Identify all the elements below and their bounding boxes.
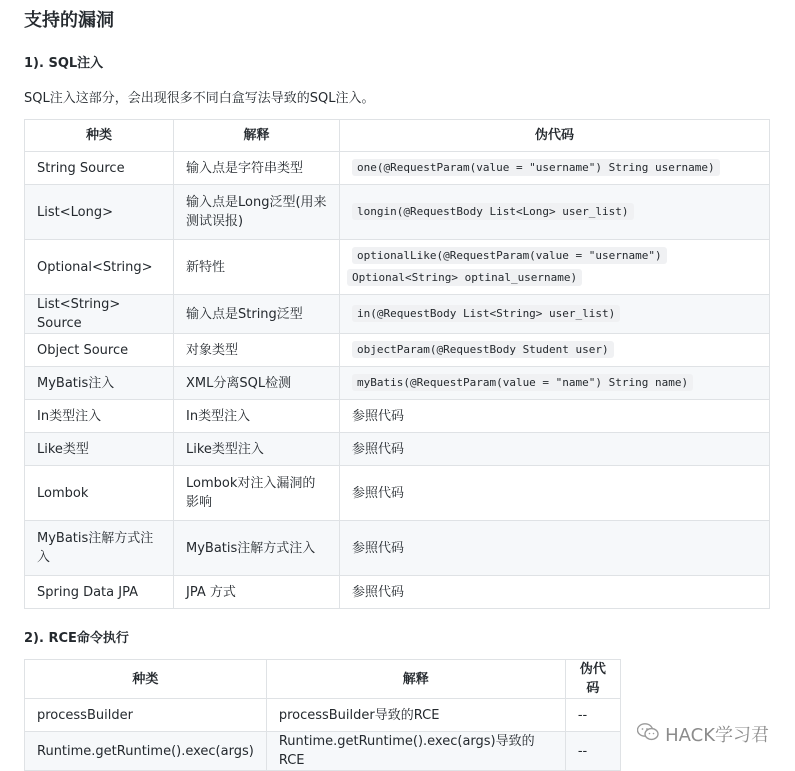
wechat-icon: [637, 723, 659, 746]
cell-desc: Like类型注入: [174, 433, 340, 466]
cell-desc: 对象类型: [174, 334, 340, 367]
cell-code: --: [565, 699, 620, 732]
cell-code: 参照代码: [340, 433, 770, 466]
code-snippet: optionalLike(@RequestParam(value = "username"): [352, 247, 667, 264]
col-header-kind: 种类: [25, 120, 174, 152]
cell-desc: 新特性: [174, 240, 340, 295]
cell-desc: JPA 方式: [174, 576, 340, 609]
cell-desc: 输入点是Long泛型(用来测试误报): [174, 185, 340, 240]
table-row: [25, 466, 770, 521]
cell-code: [340, 334, 770, 367]
col-header-code: 伪代码: [340, 120, 770, 152]
table-row: [25, 433, 770, 466]
section-rce-title: 2). RCE命令执行: [24, 631, 129, 646]
code-snippet: one(@RequestParam(value = "username") String username): [352, 159, 720, 176]
cell-kind: List<String> Source: [25, 295, 174, 334]
section-sql-intro: SQL注入这部分，会出现很多不同白盒写法导致的SQL注入。: [24, 91, 375, 106]
cell-code: [340, 152, 770, 185]
table-row: [25, 240, 770, 295]
cell-kind: Optional<String>: [25, 240, 174, 295]
cell-desc: MyBatis注解方式注入: [174, 521, 340, 576]
cell-desc: 输入点是String泛型: [174, 295, 340, 334]
col-header-code: 伪代码: [565, 660, 620, 699]
table-row: [25, 732, 621, 771]
table-row: [25, 400, 770, 433]
cell-kind: MyBatis注入: [25, 367, 174, 400]
table-row: [25, 185, 770, 240]
cell-kind: List<Long>: [25, 185, 174, 240]
col-header-desc: 解释: [174, 120, 340, 152]
code-snippet: in(@RequestBody List<String> user_list): [352, 305, 620, 322]
cell-kind: Runtime.getRuntime().exec(args): [25, 732, 267, 771]
cell-kind: MyBatis注解方式注入: [25, 521, 174, 576]
cell-desc: Runtime.getRuntime().exec(args)导致的RCE: [266, 732, 565, 771]
page-title: 支持的漏洞: [24, 10, 114, 31]
col-header-kind: 种类: [25, 660, 267, 699]
cell-code: [340, 185, 770, 240]
watermark-text: HACK学习君: [665, 725, 769, 746]
cell-desc: XML分离SQL检测: [174, 367, 340, 400]
cell-code: [340, 295, 770, 334]
cell-code: --: [565, 732, 620, 771]
cell-code: [340, 367, 770, 400]
code-snippet: Optional<String> optinal_username): [347, 269, 582, 286]
table-row: [25, 367, 770, 400]
cell-code: 参照代码: [340, 576, 770, 609]
cell-kind: Object Source: [25, 334, 174, 367]
cell-kind: Like类型: [25, 433, 174, 466]
table-row: [25, 576, 770, 609]
cell-code: 参照代码: [340, 400, 770, 433]
cell-code: 参照代码: [340, 466, 770, 521]
cell-code: [340, 240, 770, 295]
table-row: [25, 152, 770, 185]
col-header-desc: 解释: [266, 660, 565, 699]
rce-table: [24, 659, 621, 771]
cell-kind: String Source: [25, 152, 174, 185]
cell-desc: Lombok对注入漏洞的影响: [174, 466, 340, 521]
cell-code: 参照代码: [340, 521, 770, 576]
table-row: [25, 521, 770, 576]
cell-desc: processBuilder导致的RCE: [266, 699, 565, 732]
code-snippet: longin(@RequestBody List<Long> user_list): [352, 203, 634, 220]
cell-kind: processBuilder: [25, 699, 267, 732]
cell-desc: 输入点是字符串类型: [174, 152, 340, 185]
cell-kind: Spring Data JPA: [25, 576, 174, 609]
code-snippet: objectParam(@RequestBody Student user): [352, 341, 614, 358]
cell-kind: In类型注入: [25, 400, 174, 433]
section-sql-title: 1). SQL注入: [24, 56, 104, 71]
table-row: [25, 295, 770, 334]
code-snippet: myBatis(@RequestParam(value = "name") String name): [352, 374, 693, 391]
table-row: [25, 699, 621, 732]
watermark: [637, 721, 769, 747]
cell-kind: Lombok: [25, 466, 174, 521]
cell-desc: In类型注入: [174, 400, 340, 433]
sql-injection-table: [24, 119, 770, 609]
table-row: [25, 334, 770, 367]
